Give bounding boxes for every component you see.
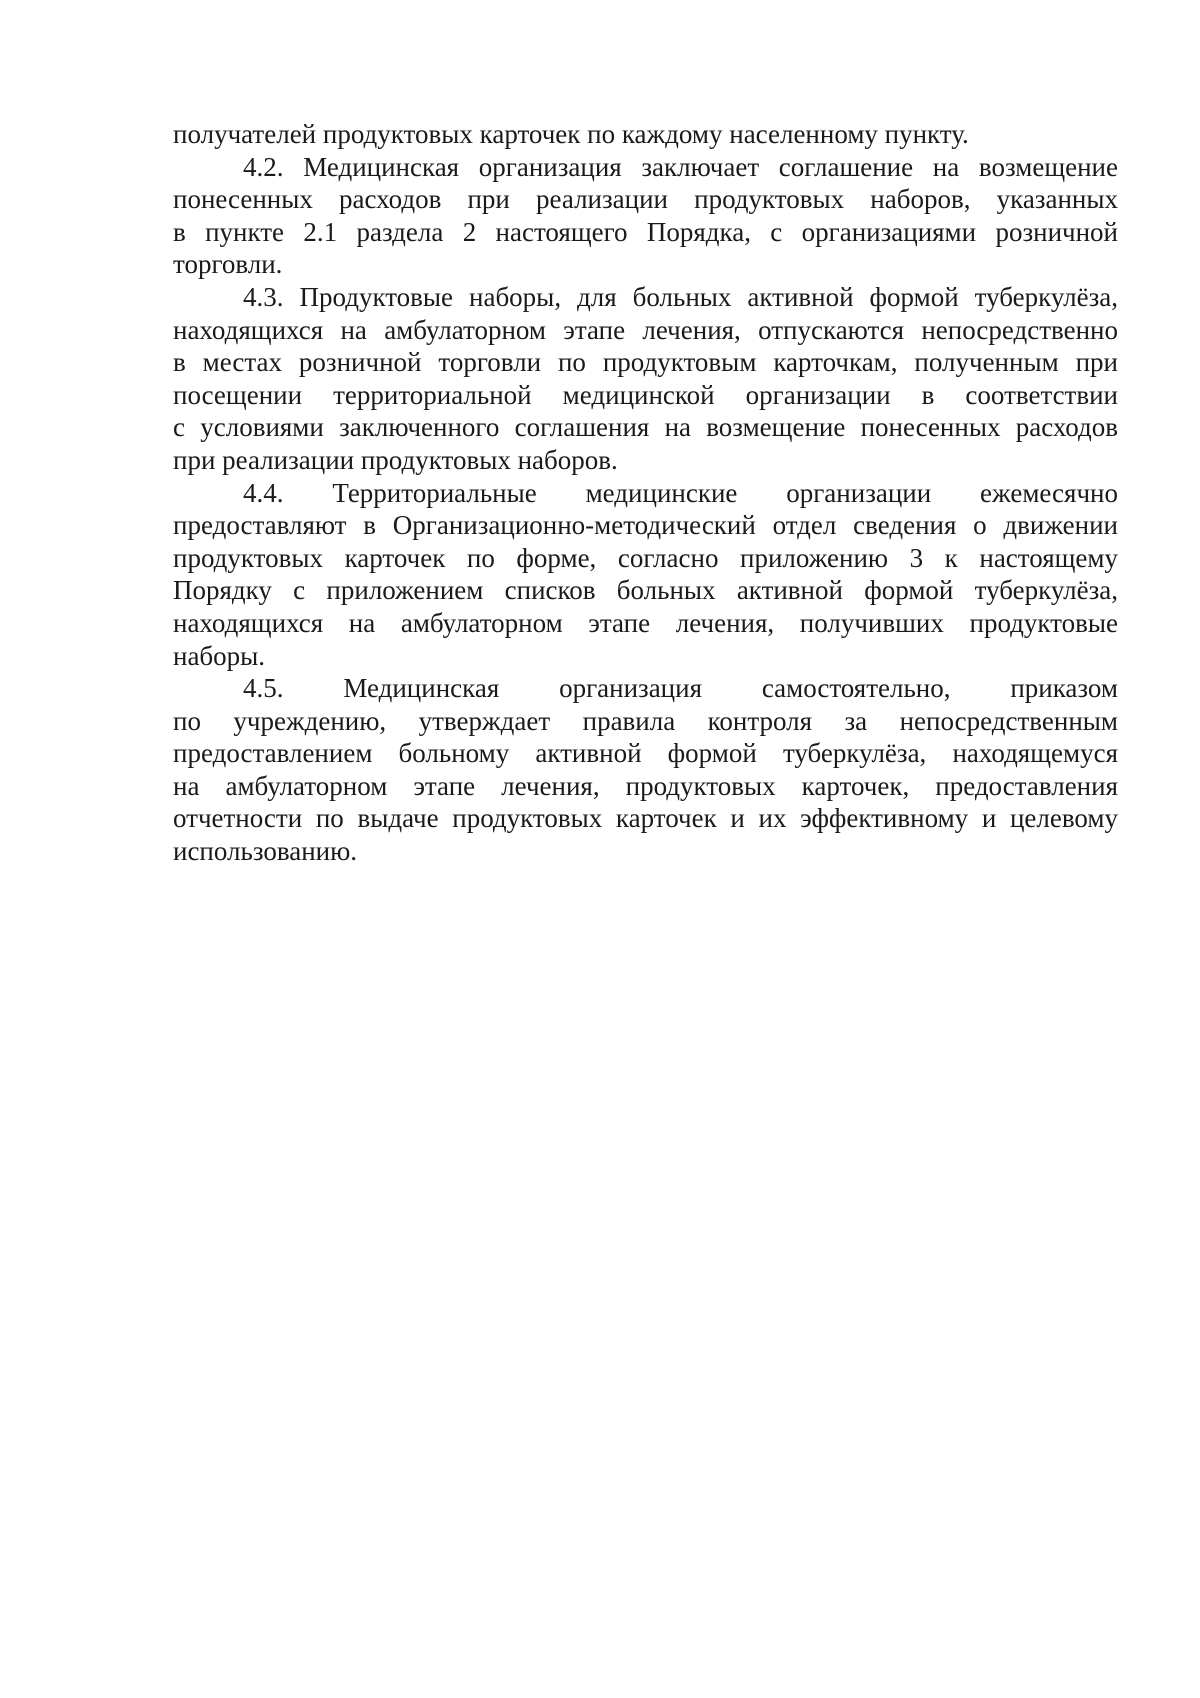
text-line: 4.2. Медицинская организация заключает соглашение на возмещение [243,151,1118,182]
text-line: Порядку с приложением списков больных активной формой туберкулёза, [173,575,1118,606]
text-line: с условиями заключенного соглашения на возмещение понесенных расходов [173,412,1118,443]
paragraph-4-5 [173,672,1118,868]
text-line: 4.5. Медицинская организация самостоятельно, приказом [243,673,1118,704]
text-line: торговли. [173,249,283,280]
text-line: по учреждению, утверждает правила контроля за непосредственным [173,705,1118,736]
text-line: предоставлением больному активной формой туберкулёза, находящемуся [173,738,1118,769]
text-line: отчетности по выдаче продуктовых карточек и их эффективному и целевому [173,803,1118,834]
text-line: 4.3. Продуктовые наборы, для больных активной формой туберкулёза, [243,281,1118,312]
text-line: посещении территориальной медицинской организации в соответствии [173,379,1118,410]
text-line: на амбулаторном этапе лечения, продуктовых карточек, предоставления [173,770,1118,801]
text-line: находящихся на амбулаторном этапе лечения, получивших продуктовые [173,607,1118,638]
text-line: в местах розничной торговли по продуктовым карточкам, полученным при [173,347,1118,378]
document-body [173,118,1118,868]
paragraph-4-2 [173,151,1118,281]
text-line: использованию. [173,836,358,867]
paragraph-4-3 [173,281,1118,477]
text-line: наборы. [173,640,266,671]
text-line: в пункте 2.1 раздела 2 настоящего Порядка, с организациями розничной [173,216,1118,247]
text-line: при реализации продуктовых наборов. [173,444,618,475]
text-line: продуктовых карточек по форме, согласно приложению 3 к настоящему [173,542,1118,573]
text-line: получателей продуктовых карточек по каждому населенному пункту. [173,119,969,149]
text-line: находящихся на амбулаторном этапе лечения, отпускаются непосредственно [173,314,1118,345]
continuation-paragraph [173,118,1118,151]
text-line: понесенных расходов при реализации продуктовых наборов, указанных [173,184,1118,215]
text-line: 4.4. Территориальные медицинские организации ежемесячно [243,477,1118,508]
paragraph-4-4 [173,477,1118,673]
text-line: предоставляют в Организационно-методический отдел сведения о движении [173,510,1118,541]
